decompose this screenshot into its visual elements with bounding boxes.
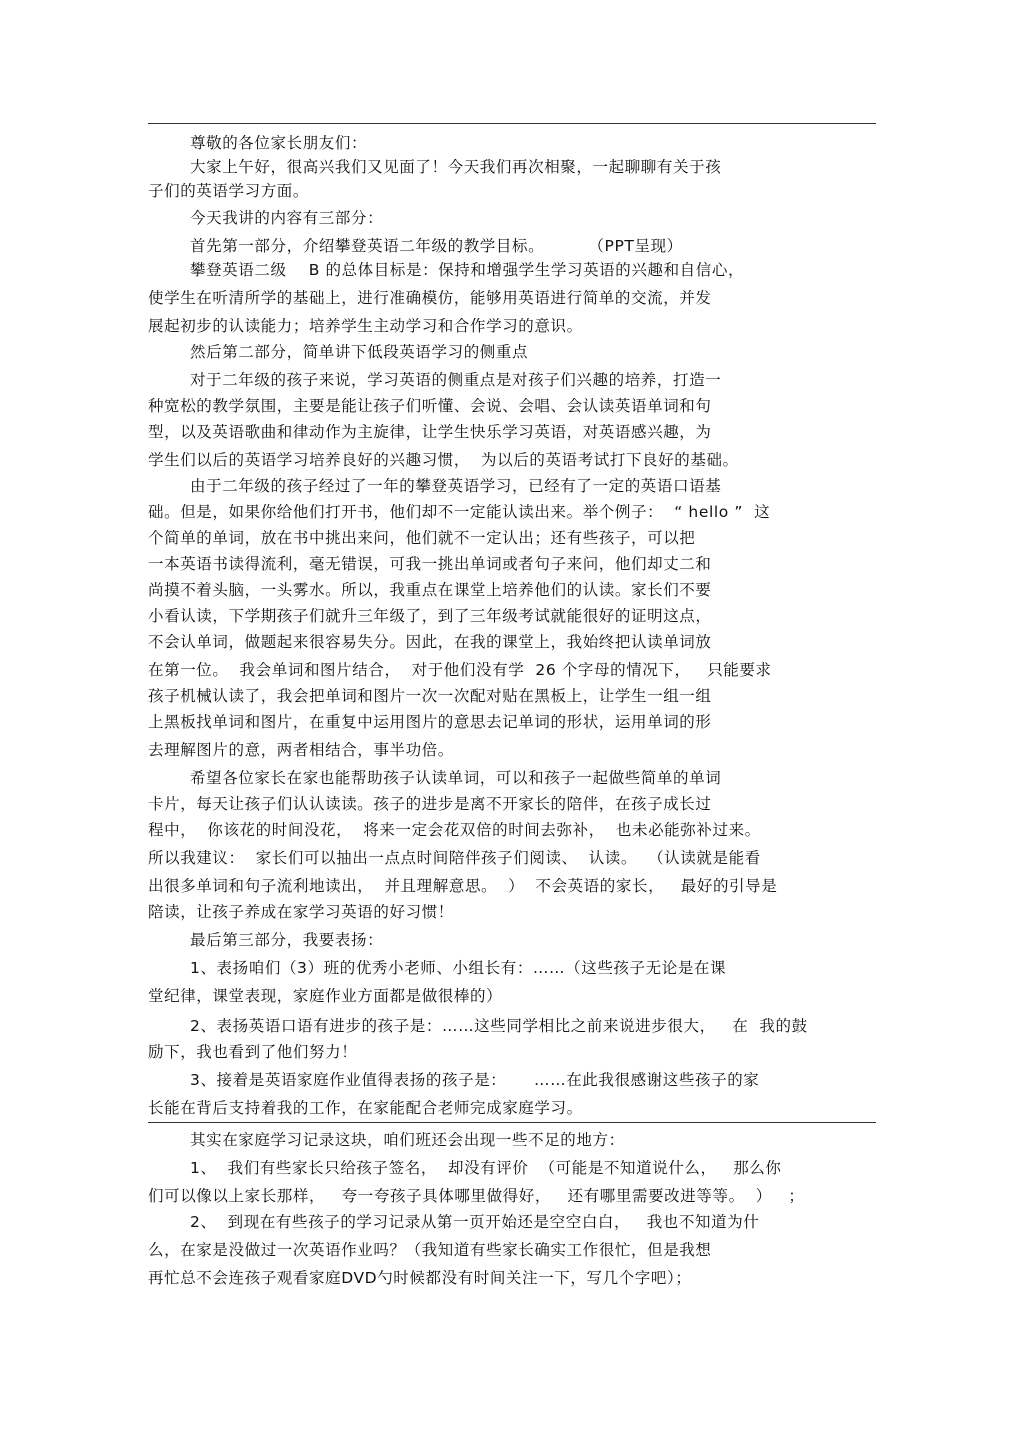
text-line: 1、表扬咱们（3）班的优秀小老师、小组长有：……（这些孩子无论是在课 — [190, 959, 727, 977]
text-line: 大家上午好，很高兴我们又见面了！今天我们再次相聚，一起聊聊有关于孩 — [190, 158, 722, 176]
text-line: 然后第二部分，简单讲下低段英语学习的侧重点 — [190, 343, 529, 361]
text-line: 最后第三部分，我要表扬： — [190, 931, 384, 949]
text-line: 其实在家庭学习记录这块，咱们班还会出现一些不足的地方： — [190, 1131, 625, 1149]
text-line: 对于二年级的孩子来说，学习英语的侧重点是对孩子们兴趣的培养，打造一 — [190, 371, 722, 389]
top-rule — [148, 123, 876, 124]
text-line: 在第一位。 我会单词和图片结合， 对于他们没有学 26 个字母的情况下， 只能要求 — [148, 661, 772, 679]
text-line: 型，以及英语歌曲和律动作为主旋律，让学生快乐学习英语，对英语感兴趣，为 — [148, 423, 712, 441]
middle-rule — [148, 1122, 876, 1123]
text-line: 1、 我们有些家长只给孩子签名， 却没有评价 （可能是不知道说什么， 那么你 — [190, 1159, 782, 1177]
text-line: 去理解图片的意，两者相结合，事半功倍。 — [148, 741, 454, 759]
text-line: 卡片，每天让孩子们认认读读。孩子的进步是离不开家长的陪伴，在孩子成长过 — [148, 795, 712, 813]
text-line: 再忙总不会连孩子观看家庭DVD勺时候都没有时间关注一下，写几个字吧）； — [148, 1269, 692, 1287]
text-line: 出很多单词和句子流利地读出， 并且理解意思。 ） 不会英语的家长， 最好的引导是 — [148, 877, 778, 895]
text-line: 小看认读，下学期孩子们就升三年级了，到了三年级考试就能很好的证明这点， — [148, 607, 712, 625]
text-line: 今天我讲的内容有三部分： — [190, 209, 384, 227]
text-line: 堂纪律，课堂表现，家庭作业方面都是做很棒的） — [148, 987, 503, 1005]
text-line: 励下，我也看到了他们努力！ — [148, 1043, 358, 1061]
text-line: 们可以像以上家长那样， 夸一夸孩子具体哪里做得好， 还有哪里需要改进等等。 ） ； — [148, 1187, 805, 1205]
text-line: 2、 到现在有些孩子的学习记录从第一页开始还是空空白白， 我也不知道为什 — [190, 1213, 760, 1231]
text-line: 程中， 你该花的时间没花， 将来一定会花双倍的时间去弥补， 也未必能弥补过来。 — [148, 821, 761, 839]
text-line: 使学生在听清所学的基础上，进行准确模仿，能够用英语进行简单的交流，并发 — [148, 289, 712, 307]
text-line: 上黑板找单词和图片，在重复中运用图片的意思去记单词的形状，运用单词的形 — [148, 713, 712, 731]
text-line: 尚摸不着头脑，一头雾水。所以，我重点在课堂上培养他们的认读。家长们不要 — [148, 581, 712, 599]
text-line: 一本英语书读得流利，毫无错误，可我一挑出单词或者句子来问，他们却丈二和 — [148, 555, 712, 573]
text-line: 首先第一部分，介绍攀登英语二年级的教学目标。 （PPT呈现） — [190, 237, 683, 255]
text-line: 3、接着是英语家庭作业值得表扬的孩子是： ……在此我很感谢这些孩子的家 — [190, 1071, 760, 1089]
text-line: 长能在背后支持着我的工作，在家能配合老师完成家庭学习。 — [148, 1099, 583, 1117]
text-line: 个简单的单词，放在书中挑出来问，他们就不一定认出；还有些孩子，可以把 — [148, 529, 696, 547]
text-line: 所以我建议： 家长们可以抽出一点点时间陪伴孩子们阅读、 认读。 （认读就是能看 — [148, 849, 761, 867]
text-line: 学生们以后的英语学习培养良好的兴趣习惯， 为以后的英语考试打下良好的基础。 — [148, 451, 739, 469]
text-line: 子们的英语学习方面。 — [148, 182, 310, 200]
text-line: 攀登英语二级 B 的总体目标是：保持和增强学生学习英语的兴趣和自信心， — [190, 261, 745, 279]
text-line: 陪读，让孩子养成在家学习英语的好习惯！ — [148, 903, 454, 921]
text-line: 么，在家是没做过一次英语作业吗？（我知道有些家长确实工作很忙，但是我想 — [148, 1241, 712, 1259]
text-line: 尊敬的各位家长朋友们： — [190, 134, 368, 152]
text-line: 希望各位家长在家也能帮助孩子认读单词，可以和孩子一起做些简单的单词 — [190, 769, 722, 787]
text-line: 由于二年级的孩子经过了一年的攀登英语学习，已经有了一定的英语口语基 — [190, 477, 722, 495]
text-line: 2、表扬英语口语有进步的孩子是：……这些同学相比之前来说进步很大， 在 我的鼓 — [190, 1017, 808, 1035]
text-line: 展起初步的认读能力；培养学生主动学习和合作学习的意识。 — [148, 317, 583, 335]
text-line: 础。但是，如果你给他们打开书，他们却不一定能认读出来。举个例子： “ hello ” 这 — [148, 503, 771, 521]
text-line: 孩子机械认读了，我会把单词和图片一次一次配对贴在黑板上，让学生一组一组 — [148, 687, 712, 705]
text-line: 种宽松的教学氛围，主要是能让孩子们听懂、会说、会唱、会认读英语单词和句 — [148, 397, 712, 415]
text-line: 不会认单词，做题起来很容易失分。因此，在我的课堂上，我始终把认读单词放 — [148, 633, 712, 651]
